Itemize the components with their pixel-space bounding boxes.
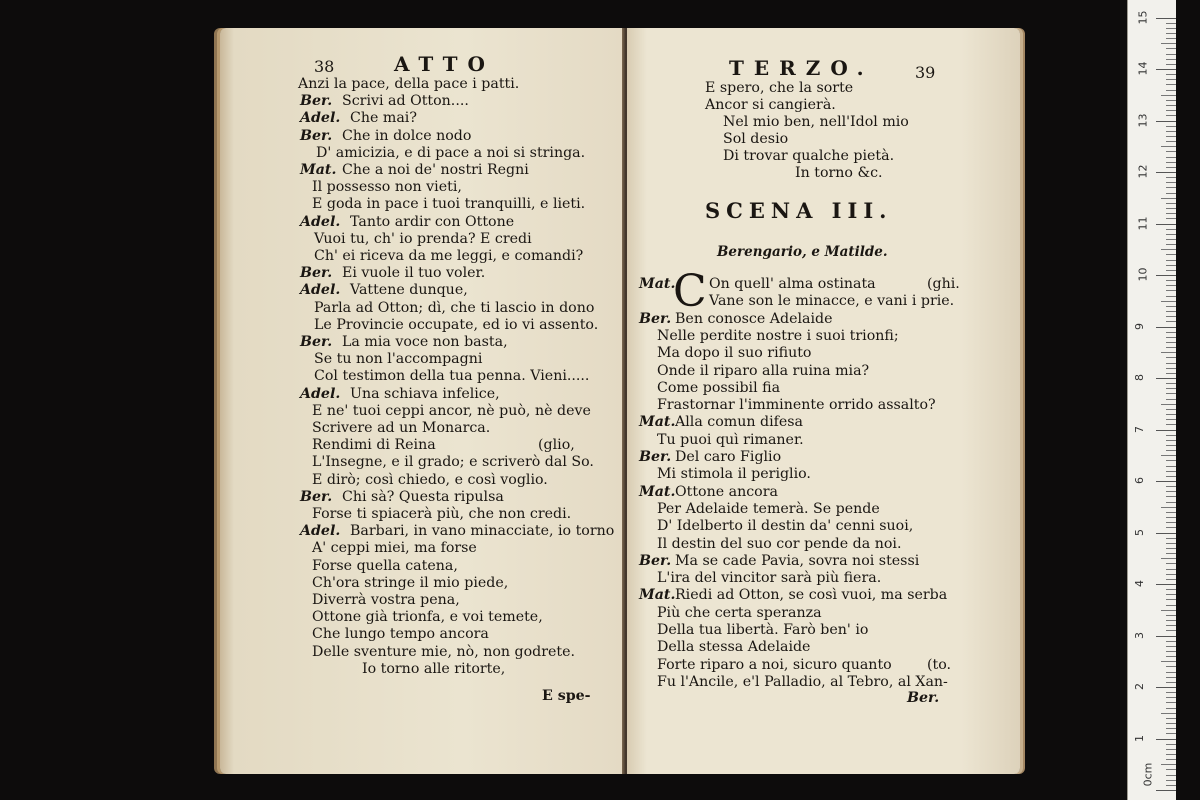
ruler-tick	[1166, 48, 1176, 49]
ruler-tick	[1166, 363, 1176, 364]
text-line: Ei vuole il tuo voler.	[342, 265, 486, 282]
ruler-tick	[1156, 121, 1176, 122]
ruler-tick	[1156, 224, 1176, 225]
ruler-tick	[1161, 146, 1176, 147]
running-head-left: ATTO	[394, 52, 495, 76]
catchword-left: E spe-	[542, 688, 591, 704]
ruler-tick	[1166, 290, 1176, 291]
speaker-label: Ber.	[300, 93, 333, 110]
text-line: Che a noi de' nostri Regni	[342, 162, 529, 178]
ruler-number: 15	[1136, 10, 1150, 24]
ruler-tick	[1166, 512, 1176, 513]
text-line: E ne' tuoi ceppi ancor, nè può, nè deve	[312, 402, 591, 419]
text-line: Una schiava infelice,	[350, 385, 500, 402]
ruler-number: 2	[1133, 683, 1146, 690]
ruler-tick	[1161, 352, 1176, 353]
ruler-tick	[1166, 182, 1176, 183]
ruler-tick	[1166, 187, 1176, 188]
text-line: Che in dolce nodo	[342, 127, 472, 144]
ruler-tick	[1166, 522, 1176, 523]
ruler-tick	[1166, 28, 1176, 29]
ruler-tick	[1161, 661, 1176, 662]
ruler-tick	[1166, 177, 1176, 178]
text-line: Ottone ancora	[675, 483, 778, 500]
text-line: D' amicizia, e di pace a noi si stringa.	[316, 144, 586, 161]
ruler-tick	[1156, 378, 1176, 379]
ruler-tick	[1161, 558, 1176, 559]
ruler-tick	[1161, 249, 1176, 250]
ruler-number: 7	[1133, 425, 1146, 433]
ruler-tick	[1166, 476, 1176, 477]
ruler-tick	[1166, 54, 1176, 55]
ruler-tick	[1166, 141, 1176, 142]
ruler-tick	[1166, 90, 1176, 91]
ruler-tick	[1156, 687, 1176, 688]
ruler-tick	[1166, 33, 1176, 34]
ruler-tick	[1166, 337, 1176, 338]
ruler-tick	[1156, 533, 1176, 534]
ruler-tick	[1166, 646, 1176, 647]
ruler-tick	[1166, 466, 1176, 467]
ruler-tick	[1166, 23, 1176, 24]
ruler-tick	[1166, 744, 1176, 745]
text-line: Frastornar l'imminente orrido assalto?	[657, 397, 936, 414]
ruler-tick	[1166, 296, 1176, 297]
ruler-tick	[1166, 244, 1176, 245]
ruler-tick	[1166, 357, 1176, 358]
turnover-fragment: (glio,	[538, 437, 575, 454]
speaker-label: Mat.	[639, 414, 676, 431]
ruler-tick	[1166, 733, 1176, 734]
ruler-tick	[1166, 563, 1176, 564]
text-line: Nelle perdite nostre i suoi trionfi;	[657, 327, 899, 344]
ruler-tick	[1156, 790, 1176, 791]
running-head-right: TERZO.	[729, 56, 874, 80]
left-page	[220, 28, 625, 774]
ruler-tick	[1166, 594, 1176, 595]
ruler-tick	[1156, 739, 1176, 740]
ruler-tick	[1166, 419, 1176, 420]
ruler-tick	[1166, 388, 1176, 389]
ruler-tick	[1166, 167, 1176, 168]
speaker-label: Mat.	[639, 276, 676, 292]
text-line: E goda in pace i tuoi tranquilli, e lieti.	[312, 196, 586, 213]
ruler-tick	[1166, 79, 1176, 80]
ruler-tick	[1166, 692, 1176, 693]
speaker-label: Ber.	[639, 449, 672, 465]
text-line: Fu l'Ancile, e'l Palladio, al Tebro, al Xan-	[657, 673, 948, 690]
text-line: D' Idelberto il destin da' cenni suoi,	[657, 518, 914, 535]
text-line: Tanto ardir con Ottone	[350, 213, 515, 230]
ruler-tick	[1166, 785, 1176, 786]
speaker-label: Adel.	[300, 282, 341, 299]
ruler-tick	[1166, 491, 1176, 492]
text-line: Forte riparo a noi, sicuro quanto	[657, 656, 892, 673]
ruler-tick	[1166, 780, 1176, 781]
ruler-tick	[1166, 280, 1176, 281]
ruler-tick	[1166, 538, 1176, 539]
ruler-tick	[1161, 198, 1176, 199]
ruler-tick	[1161, 713, 1176, 714]
text-line: Il destin del suo cor pende da noi.	[657, 535, 902, 552]
ruler-tick	[1166, 708, 1176, 709]
text-line: Onde il riparo alla ruina mia?	[657, 362, 870, 379]
ruler-tick	[1166, 605, 1176, 606]
ruler-number: 9	[1133, 322, 1146, 330]
ruler-tick	[1166, 749, 1176, 750]
ruler-number: 3	[1133, 631, 1146, 639]
ruler-tick	[1166, 435, 1176, 436]
ruler-number: 14	[1136, 61, 1150, 76]
ruler-tick	[1156, 18, 1176, 19]
ruler-tick	[1166, 59, 1176, 60]
ruler-tick	[1166, 110, 1176, 111]
catchword-right: Ber.	[907, 690, 940, 706]
text-line: Del caro Figlio	[675, 449, 782, 465]
ruler-tick	[1166, 213, 1176, 214]
aria-line: Sol desio	[723, 131, 789, 147]
ruler-tick	[1166, 229, 1176, 230]
ruler-tick	[1166, 666, 1176, 667]
speaker-label: Ber.	[300, 127, 333, 144]
text-line: Mi stimola il periglio.	[657, 466, 811, 483]
ruler-tick	[1156, 69, 1176, 70]
ruler-tick	[1166, 131, 1176, 132]
ruler-tick	[1166, 682, 1176, 683]
text-line: Ma se cade Pavia, sovra noi stessi	[675, 552, 920, 569]
ruler-tick	[1166, 486, 1176, 487]
text-line: Tu puoi quì rimaner.	[657, 431, 804, 448]
ruler-number: 11	[1136, 216, 1150, 230]
ruler-tick	[1161, 95, 1176, 96]
ruler-tick	[1166, 342, 1176, 343]
speaker-label: Ber.	[300, 488, 333, 505]
ruler-tick	[1166, 769, 1176, 770]
ruler-number: 8	[1133, 374, 1146, 381]
ruler-tick	[1166, 641, 1176, 642]
ruler-tick	[1166, 630, 1176, 631]
speaker-label: Mat.	[639, 483, 676, 500]
ruler-tick	[1166, 599, 1176, 600]
speaker-label: Mat.	[639, 587, 676, 604]
ruler-tick	[1166, 656, 1176, 657]
text-line: Che lungo tempo ancora	[312, 626, 489, 643]
ruler-tick	[1166, 115, 1176, 116]
text-line: Ch' ei riceva da me leggi, e comandi?	[314, 248, 584, 264]
text-line: L'Insegne, e il grado; e scriverò dal So.	[312, 454, 594, 471]
ruler-tick	[1166, 728, 1176, 729]
ruler-tick	[1166, 347, 1176, 348]
ruler-tick	[1166, 193, 1176, 194]
ruler-tick	[1166, 718, 1176, 719]
speaker-label: Ber.	[639, 310, 672, 327]
text-line: Rendimi di Reina	[312, 437, 436, 454]
ruler-tick	[1166, 672, 1176, 673]
ruler-tick	[1166, 254, 1176, 255]
text-line: Chi sà? Questa ripulsa	[342, 488, 504, 505]
ruler-number: 10	[1136, 267, 1150, 282]
ruler-tick	[1156, 172, 1176, 173]
ruler-tick	[1166, 759, 1176, 760]
text-line: Scrivere ad un Monarca.	[312, 420, 491, 436]
text-line: Scrivi ad Otton....	[342, 93, 469, 110]
text-line: L'ira del vincitor sarà più fiera.	[657, 570, 882, 587]
speaker-label: Ber.	[639, 552, 672, 569]
speaker-label: Mat.	[300, 162, 337, 178]
ruler-tick	[1166, 775, 1176, 776]
ruler-tick	[1166, 697, 1176, 698]
ruler-tick	[1166, 450, 1176, 451]
text-line: Riedi ad Otton, se così vuoi, ma serba	[675, 587, 948, 604]
aria-line: Di trovar qualche pietà.	[723, 148, 895, 164]
ruler-tick	[1166, 126, 1176, 127]
ruler-unit-label: 0cm	[1141, 762, 1155, 787]
text-line: Vane son le minacce, e vani i prie.	[709, 293, 955, 310]
ruler-tick	[1166, 589, 1176, 590]
ruler-tick	[1166, 208, 1176, 209]
ruler-tick	[1166, 651, 1176, 652]
ruler-tick	[1166, 527, 1176, 528]
ruler-tick	[1166, 579, 1176, 580]
text-line: Il possesso non vieti,	[312, 179, 462, 196]
text-line: Parla ad Otton; dì, che ti lascio in dono	[314, 299, 595, 316]
ruler-tick	[1166, 620, 1176, 621]
text-line: E dirò; così chiedo, e così voglio.	[312, 471, 548, 488]
text-line: Ch'ora stringe il mio piede,	[312, 574, 509, 591]
ruler-tick	[1166, 440, 1176, 441]
ruler-tick	[1166, 151, 1176, 152]
ruler-number: 6	[1133, 477, 1146, 484]
ruler-tick	[1166, 569, 1176, 570]
ruler-tick	[1166, 615, 1176, 616]
text-line: Forse quella catena,	[312, 557, 458, 574]
ruler-tick	[1166, 373, 1176, 374]
ruler-tick	[1166, 471, 1176, 472]
ruler-tick	[1166, 74, 1176, 75]
speaker-label: Ber.	[300, 265, 333, 282]
ruler-tick	[1166, 553, 1176, 554]
ruler-tick	[1161, 404, 1176, 405]
ruler-tick	[1161, 455, 1176, 456]
ruler-tick	[1166, 234, 1176, 235]
text-line: Della stessa Adelaide	[657, 639, 811, 656]
ruler-tick	[1166, 677, 1176, 678]
ruler-tick	[1156, 636, 1176, 637]
ruler-tick	[1166, 239, 1176, 240]
speaker-label: Adel.	[300, 523, 341, 540]
text-line: Come possibil fia	[657, 379, 781, 396]
ruler-tick	[1166, 270, 1176, 271]
ruler-tick	[1166, 218, 1176, 219]
ruler-tick	[1156, 275, 1176, 276]
ruler-tick	[1161, 43, 1176, 44]
ruler-tick	[1166, 38, 1176, 39]
measuring-ruler	[1127, 0, 1176, 800]
text-line: Più che certa speranza	[657, 604, 822, 621]
aria-line: Ancor si cangierà.	[705, 97, 836, 113]
ruler-tick	[1166, 702, 1176, 703]
ruler-tick	[1161, 507, 1176, 508]
text-line: Barbari, in vano minacciate, io torno	[350, 523, 615, 540]
ruler-tick	[1166, 496, 1176, 497]
text-line: Ma dopo il suo rifiuto	[657, 345, 812, 362]
ruler-tick	[1166, 260, 1176, 261]
ruler-tick	[1166, 203, 1176, 204]
ruler-tick	[1166, 136, 1176, 137]
text-line: On quell' alma ostinata	[709, 276, 876, 292]
text-line: La mia voce non basta,	[342, 334, 508, 350]
ruler-tick	[1166, 445, 1176, 446]
ruler-tick	[1166, 414, 1176, 415]
speaker-label: Adel.	[300, 110, 341, 127]
open-book	[220, 28, 1020, 774]
ruler-tick	[1166, 162, 1176, 163]
ruler-tick	[1161, 610, 1176, 611]
ruler-tick	[1166, 574, 1176, 575]
page-number-right: 39	[915, 63, 936, 82]
ruler-tick	[1166, 393, 1176, 394]
ruler-tick	[1166, 543, 1176, 544]
ruler-tick	[1166, 723, 1176, 724]
ruler-tick	[1156, 430, 1176, 431]
text-line: Delle sventure mie, nò, non godrete.	[312, 643, 576, 660]
ruler-tick	[1166, 409, 1176, 410]
turnover-fragment: (ghi.	[927, 276, 960, 292]
ruler-tick	[1166, 625, 1176, 626]
ruler-tick	[1166, 399, 1176, 400]
text-line: Anzi la pace, della pace i patti.	[298, 76, 520, 92]
ruler-tick	[1156, 327, 1176, 328]
ruler-tick	[1166, 100, 1176, 101]
ruler-tick	[1166, 321, 1176, 322]
ruler-number: 5	[1133, 528, 1146, 536]
ruler-number: 4	[1133, 580, 1146, 587]
page-number-left: 38	[314, 57, 335, 76]
ruler-tick	[1161, 301, 1176, 302]
ruler-tick	[1166, 502, 1176, 503]
text-line: Io torno alle ritorte,	[362, 660, 506, 677]
right-page	[627, 28, 1020, 774]
ruler-tick	[1166, 306, 1176, 307]
text-line: Se tu non l'accompagni	[314, 351, 483, 368]
speaker-label: Ber.	[300, 334, 333, 350]
text-line: Alla comun difesa	[675, 414, 804, 431]
text-line: Che mai?	[350, 110, 417, 127]
text-line: Per Adelaide temerà. Se pende	[657, 500, 880, 517]
text-line: Vattene dunque,	[350, 282, 468, 299]
ruler-tick	[1166, 285, 1176, 286]
turnover-fragment: (to.	[927, 656, 952, 673]
ruler-tick	[1166, 316, 1176, 317]
ruler-tick	[1166, 311, 1176, 312]
text-line: A' ceppi miei, ma forse	[312, 540, 477, 557]
ruler-tick	[1166, 460, 1176, 461]
scene-cast: Berengario, e Matilde.	[717, 244, 888, 260]
ruler-tick	[1156, 481, 1176, 482]
text-line: Forse ti spiacerà più, che non credi.	[312, 506, 572, 522]
ruler-tick	[1166, 517, 1176, 518]
text-line: Ottone già trionfa, e voi temete,	[312, 609, 543, 626]
ruler-tick	[1166, 84, 1176, 85]
text-line: Col testimon della tua penna. Vieni.....	[314, 368, 590, 385]
aria-line: E spero, che la sorte	[705, 80, 854, 96]
ruler-tick	[1166, 424, 1176, 425]
drop-cap: C	[673, 266, 707, 317]
text-line: Le Provincie occupate, ed io vi assento.	[314, 316, 599, 333]
aria-line: In torno &c.	[795, 165, 883, 181]
ruler-tick	[1161, 764, 1176, 765]
ruler-number: 12	[1136, 164, 1150, 179]
speaker-label: Adel.	[300, 213, 341, 230]
text-line: Della tua libertà. Farò ben' io	[657, 622, 869, 638]
ruler-tick	[1166, 548, 1176, 549]
ruler-number: 13	[1136, 113, 1150, 127]
ruler-tick	[1166, 383, 1176, 384]
ruler-tick	[1166, 105, 1176, 106]
ruler-number: 1	[1133, 734, 1146, 742]
speaker-label: Adel.	[300, 385, 341, 402]
text-line: Ben conosce Adelaide	[675, 310, 833, 327]
scene-title: SCENA III.	[705, 198, 893, 223]
ruler-tick	[1166, 64, 1176, 65]
text-line: Vuoi tu, ch' io prenda? E credi	[314, 230, 532, 247]
ruler-tick	[1166, 265, 1176, 266]
ruler-tick	[1156, 584, 1176, 585]
ruler-tick	[1166, 157, 1176, 158]
ruler-tick	[1166, 332, 1176, 333]
ruler-tick	[1166, 368, 1176, 369]
text-line: Diverrà vostra pena,	[312, 592, 460, 608]
ruler-tick	[1166, 754, 1176, 755]
aria-line: Nel mio ben, nell'Idol mio	[723, 114, 909, 130]
